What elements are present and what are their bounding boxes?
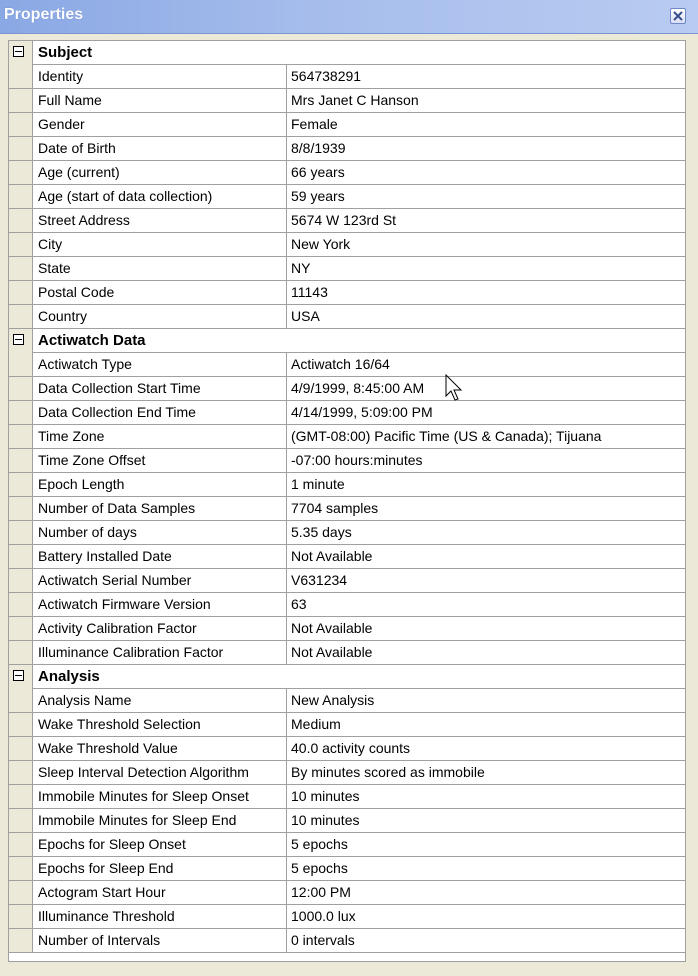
property-value[interactable]: NY bbox=[291, 260, 311, 276]
property-row[interactable] bbox=[9, 281, 685, 305]
property-value[interactable]: New York bbox=[291, 236, 351, 252]
row-gutter bbox=[9, 89, 33, 112]
property-row[interactable] bbox=[9, 401, 685, 425]
property-row[interactable] bbox=[9, 569, 685, 593]
property-row[interactable] bbox=[9, 257, 685, 281]
property-row[interactable] bbox=[9, 809, 685, 833]
property-row[interactable] bbox=[9, 473, 685, 497]
row-gutter bbox=[9, 785, 33, 808]
row-gutter bbox=[9, 545, 33, 568]
property-row[interactable] bbox=[9, 905, 685, 929]
property-row[interactable] bbox=[9, 641, 685, 665]
property-value[interactable]: New Analysis bbox=[291, 692, 375, 708]
row-gutter bbox=[9, 209, 33, 232]
property-name[interactable]: Actiwatch Type bbox=[33, 353, 287, 376]
row-gutter bbox=[9, 401, 33, 424]
property-value[interactable]: (GMT-08:00) Pacific Time (US & Canada); Tijuana bbox=[291, 428, 602, 444]
property-value[interactable]: USA bbox=[291, 308, 320, 324]
property-name[interactable]: Number of days bbox=[33, 521, 287, 544]
property-row[interactable] bbox=[9, 89, 685, 113]
row-gutter bbox=[9, 137, 33, 160]
property-name[interactable]: Actiwatch Serial Number bbox=[33, 569, 287, 592]
property-name[interactable]: Full Name bbox=[33, 89, 287, 112]
property-row[interactable] bbox=[9, 785, 685, 809]
property-row[interactable] bbox=[9, 521, 685, 545]
property-name[interactable]: Number of Intervals bbox=[33, 929, 287, 952]
property-row[interactable] bbox=[9, 929, 685, 953]
property-value[interactable]: 1 minute bbox=[291, 476, 345, 492]
property-row[interactable] bbox=[9, 449, 685, 473]
row-gutter bbox=[9, 689, 33, 712]
property-value[interactable]: V631234 bbox=[291, 572, 348, 588]
property-row[interactable] bbox=[9, 377, 685, 401]
property-row[interactable] bbox=[9, 689, 685, 713]
property-value[interactable]: 0 intervals bbox=[291, 932, 355, 948]
row-gutter bbox=[9, 377, 33, 400]
category-gutter bbox=[9, 41, 33, 65]
mouse-pointer-icon bbox=[445, 374, 467, 404]
property-row[interactable] bbox=[9, 209, 685, 233]
row-gutter bbox=[9, 281, 33, 304]
property-value[interactable]: 5.35 days bbox=[291, 524, 352, 540]
row-gutter bbox=[9, 497, 33, 520]
property-name[interactable]: Battery Installed Date bbox=[33, 545, 287, 568]
title-bar[interactable] bbox=[0, 0, 698, 34]
property-name[interactable]: Illuminance Calibration Factor bbox=[33, 641, 287, 664]
row-gutter bbox=[9, 833, 33, 856]
property-value[interactable]: 10 minutes bbox=[291, 812, 360, 828]
property-value[interactable]: 59 years bbox=[291, 188, 345, 204]
property-row[interactable] bbox=[9, 113, 685, 137]
property-row[interactable] bbox=[9, 353, 685, 377]
property-row[interactable] bbox=[9, 857, 685, 881]
close-icon bbox=[673, 11, 683, 21]
property-value[interactable]: 4/9/1999, 8:45:00 AM bbox=[291, 380, 425, 396]
row-gutter bbox=[9, 233, 33, 256]
property-name[interactable]: Actogram Start Hour bbox=[33, 881, 287, 904]
property-row[interactable] bbox=[9, 425, 685, 449]
property-name[interactable]: Analysis Name bbox=[33, 689, 287, 712]
row-gutter bbox=[9, 353, 33, 376]
property-value[interactable]: 5 epochs bbox=[291, 860, 348, 876]
property-row[interactable] bbox=[9, 833, 685, 857]
property-value[interactable]: 4/14/1999, 5:09:00 PM bbox=[291, 404, 433, 420]
row-gutter bbox=[9, 425, 33, 448]
category-label: Subject bbox=[38, 44, 93, 61]
row-gutter bbox=[9, 761, 33, 784]
property-row[interactable] bbox=[9, 305, 685, 329]
property-name[interactable]: Epoch Length bbox=[33, 473, 287, 496]
property-row[interactable] bbox=[9, 233, 685, 257]
row-gutter bbox=[9, 305, 33, 328]
minus-box-icon[interactable] bbox=[13, 46, 24, 57]
property-value[interactable]: 7704 samples bbox=[291, 500, 379, 516]
property-value[interactable]: 10 minutes bbox=[291, 788, 360, 804]
property-name[interactable]: Postal Code bbox=[33, 281, 287, 304]
property-name[interactable]: Wake Threshold Value bbox=[33, 737, 287, 760]
property-grid[interactable] bbox=[8, 40, 686, 962]
property-name[interactable]: Wake Threshold Selection bbox=[33, 713, 287, 736]
row-gutter bbox=[9, 929, 33, 952]
minus-box-icon[interactable] bbox=[13, 670, 24, 681]
row-gutter bbox=[9, 881, 33, 904]
row-gutter bbox=[9, 617, 33, 640]
row-gutter bbox=[9, 521, 33, 544]
property-name[interactable]: Epochs for Sleep Onset bbox=[33, 833, 287, 856]
property-row[interactable] bbox=[9, 161, 685, 185]
property-name[interactable]: Epochs for Sleep End bbox=[33, 857, 287, 880]
category-label: Actiwatch Data bbox=[38, 332, 146, 349]
property-value[interactable]: 8/8/1939 bbox=[291, 140, 346, 156]
property-value[interactable]: 63 bbox=[291, 596, 307, 612]
property-value[interactable]: 564738291 bbox=[291, 68, 362, 84]
property-name[interactable]: Street Address bbox=[33, 209, 287, 232]
property-name[interactable]: Date of Birth bbox=[33, 137, 287, 160]
row-gutter bbox=[9, 473, 33, 496]
row-gutter bbox=[9, 593, 33, 616]
property-name[interactable]: Identity bbox=[33, 65, 287, 88]
property-value[interactable]: 1000.0 lux bbox=[291, 908, 356, 924]
property-value[interactable]: Medium bbox=[291, 716, 341, 732]
property-name[interactable]: Country bbox=[33, 305, 287, 328]
property-value[interactable]: Mrs Janet C Hanson bbox=[291, 92, 419, 108]
category-header[interactable] bbox=[9, 665, 685, 689]
property-name[interactable]: Age (start of data collection) bbox=[33, 185, 287, 208]
category-header[interactable] bbox=[9, 329, 685, 353]
close-button[interactable] bbox=[670, 8, 686, 24]
property-value[interactable]: 5674 W 123rd St bbox=[291, 212, 397, 228]
row-gutter bbox=[9, 641, 33, 664]
property-row[interactable] bbox=[9, 593, 685, 617]
property-row[interactable] bbox=[9, 65, 685, 89]
property-value[interactable]: By minutes scored as immobile bbox=[291, 764, 485, 780]
minus-box-icon[interactable] bbox=[13, 334, 24, 345]
property-name[interactable]: Age (current) bbox=[33, 161, 287, 184]
row-gutter bbox=[9, 161, 33, 184]
property-value[interactable]: 12:00 PM bbox=[291, 884, 351, 900]
property-value[interactable]: 11143 bbox=[291, 284, 328, 300]
property-name[interactable]: Data Collection Start Time bbox=[33, 377, 287, 400]
property-row[interactable] bbox=[9, 737, 685, 761]
row-gutter bbox=[9, 905, 33, 928]
category-gutter bbox=[9, 665, 33, 689]
category-header[interactable] bbox=[9, 41, 685, 65]
property-value[interactable]: Actiwatch 16/64 bbox=[291, 356, 390, 372]
property-row[interactable] bbox=[9, 713, 685, 737]
property-name[interactable]: Illuminance Threshold bbox=[33, 905, 287, 928]
property-value[interactable]: -07:00 hours:minutes bbox=[291, 452, 423, 468]
property-row[interactable] bbox=[9, 137, 685, 161]
property-name[interactable]: State bbox=[33, 257, 287, 280]
property-row[interactable] bbox=[9, 617, 685, 641]
row-gutter bbox=[9, 65, 33, 88]
property-name[interactable]: Data Collection End Time bbox=[33, 401, 287, 424]
property-name[interactable]: Immobile Minutes for Sleep Onset bbox=[33, 785, 287, 808]
row-gutter bbox=[9, 449, 33, 472]
property-value[interactable]: 66 years bbox=[291, 164, 345, 180]
row-gutter bbox=[9, 857, 33, 880]
property-name[interactable]: City bbox=[33, 233, 287, 256]
row-gutter bbox=[9, 185, 33, 208]
property-row[interactable] bbox=[9, 761, 685, 785]
property-value[interactable]: Not Available bbox=[291, 548, 373, 564]
row-gutter bbox=[9, 737, 33, 760]
property-row[interactable] bbox=[9, 185, 685, 209]
category-gutter bbox=[9, 329, 33, 353]
property-value[interactable]: 5 epochs bbox=[291, 836, 348, 852]
property-name[interactable]: Number of Data Samples bbox=[33, 497, 287, 520]
property-row[interactable] bbox=[9, 545, 685, 569]
category-label: Analysis bbox=[38, 668, 100, 685]
window-title: Properties bbox=[4, 6, 84, 23]
row-gutter bbox=[9, 257, 33, 280]
property-name[interactable]: Activity Calibration Factor bbox=[33, 617, 287, 640]
row-gutter bbox=[9, 809, 33, 832]
property-row[interactable] bbox=[9, 497, 685, 521]
property-name[interactable]: Gender bbox=[33, 113, 287, 136]
property-name[interactable]: Sleep Interval Detection Algorithm bbox=[33, 761, 287, 784]
row-gutter bbox=[9, 713, 33, 736]
property-row[interactable] bbox=[9, 881, 685, 905]
property-value[interactable]: Not Available bbox=[291, 620, 373, 636]
property-value[interactable]: Female bbox=[291, 116, 338, 132]
row-gutter bbox=[9, 569, 33, 592]
property-name[interactable]: Time Zone Offset bbox=[33, 449, 287, 472]
property-value[interactable]: 40.0 activity counts bbox=[291, 740, 411, 756]
property-name[interactable]: Immobile Minutes for Sleep End bbox=[33, 809, 287, 832]
row-gutter bbox=[9, 113, 33, 136]
property-name[interactable]: Actiwatch Firmware Version bbox=[33, 593, 287, 616]
property-name[interactable]: Time Zone bbox=[33, 425, 287, 448]
property-value[interactable]: Not Available bbox=[291, 644, 373, 660]
